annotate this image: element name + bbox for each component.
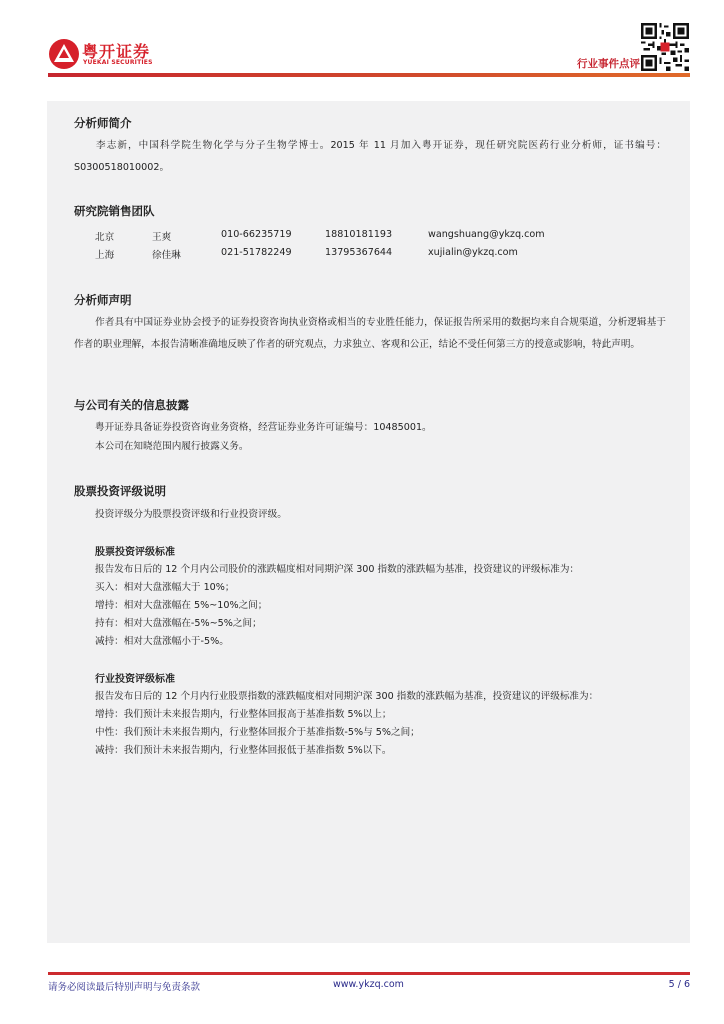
rating-title: 股票投资评级说明 bbox=[74, 484, 166, 498]
stock-rating-title: 股票投资评级标准 bbox=[95, 547, 175, 558]
logo-mark-icon bbox=[48, 38, 80, 70]
analyst-intro-title: 分析师简介 bbox=[74, 116, 132, 130]
analyst-statement-text bbox=[74, 312, 666, 355]
sales-team-title: 研究院销售团队 bbox=[74, 204, 155, 218]
industry-rating-item: 中性：我们预计未来报告期内，行业整体回报介于基准指数-5%与 5%之间； bbox=[95, 727, 420, 738]
stock-rating-item: 增持：相对大盘涨幅在 5%~10%之间； bbox=[95, 600, 268, 611]
footer-website-link[interactable]: www.ykzq.com bbox=[333, 979, 404, 990]
footer-disclaimer-link[interactable]: 请务必阅读最后特别声明与免责条款 bbox=[48, 982, 201, 993]
team-email: wangshuang@ykzq.com bbox=[428, 229, 545, 240]
document-type: 行业事件点评 bbox=[577, 58, 640, 70]
disclosure-title: 与公司有关的信息披露 bbox=[74, 398, 189, 412]
page-number: 5 / 6 bbox=[668, 979, 690, 990]
stock-rating-item: 减持：相对大盘涨幅小于-5%。 bbox=[95, 636, 229, 647]
qr-code-icon bbox=[641, 23, 689, 71]
team-mobile: 13795367644 bbox=[325, 247, 393, 258]
analyst-statement-title: 分析师声明 bbox=[74, 293, 132, 307]
footer-divider bbox=[48, 972, 690, 975]
team-mobile: 18810181193 bbox=[325, 229, 393, 240]
team-city: 上海 bbox=[95, 250, 115, 261]
logo-chinese-name: 粤开证券 bbox=[82, 42, 151, 61]
team-city: 北京 bbox=[95, 232, 115, 243]
industry-rating-title: 行业投资评级标准 bbox=[95, 674, 175, 685]
team-phone: 021-51782249 bbox=[221, 247, 292, 258]
team-email: xujialin@ykzq.com bbox=[428, 247, 518, 258]
logo-english-name: YUEKAI SECURITIES bbox=[83, 59, 153, 66]
stock-rating-item: 买入：相对大盘涨幅大于 10%； bbox=[95, 582, 235, 593]
header-divider bbox=[48, 73, 690, 77]
rating-intro: 投资评级分为股票投资评级和行业投资评级。 bbox=[95, 509, 287, 520]
team-phone: 010-66235719 bbox=[221, 229, 292, 240]
team-name: 王爽 bbox=[152, 232, 172, 243]
industry-rating-item: 增持：我们预计未来报告期内，行业整体回报高于基准指数 5%以上； bbox=[95, 709, 392, 720]
disclosure-line-1: 粤开证券具备证券投资咨询业务资格，经营证券业务许可证编号：10485001。 bbox=[95, 422, 432, 433]
industry-rating-desc: 报告发布日后的 12 个月内行业股票指数的涨跌幅度相对同期沪深 300 指数的涨跌幅为基准，投资建议的评级标准为： bbox=[95, 691, 599, 702]
content-panel bbox=[47, 101, 690, 943]
analyst-statement-body: 作者具有中国证券业协会授予的证券投资咨询执业资格或相当的专业胜任能力，保证报告所采用的数据均来自合规渠道，分析逻辑基于作者的职业理解，本报告清晰准确地反映了作者的研究观点，力求独立、客观和公正，结论不受任何第三方的授意或影响，特此声明。 bbox=[74, 317, 666, 350]
industry-rating-item: 减持：我们预计未来报告期内，行业整体回报低于基准指数 5%以下。 bbox=[95, 745, 392, 756]
company-logo bbox=[48, 38, 178, 70]
analyst-intro-text bbox=[74, 135, 666, 178]
stock-rating-item: 持有：相对大盘涨幅在-5%~5%之间； bbox=[95, 618, 262, 629]
analyst-intro-body: 李志新，中国科学院生物化学与分子生物学博士。2015 年 11 月加入粤开证券，现任研究院医药行业分析师，证书编号：S0300518010002。 bbox=[74, 140, 666, 173]
team-name: 徐佳琳 bbox=[152, 250, 181, 261]
stock-rating-desc: 报告发布日后的 12 个月内公司股价的涨跌幅度相对同期沪深 300 指数的涨跌幅为基准，投资建议的评级标准为： bbox=[95, 564, 580, 575]
disclosure-line-2: 本公司在知晓范围内履行披露义务。 bbox=[95, 441, 249, 452]
page-header bbox=[0, 0, 724, 90]
